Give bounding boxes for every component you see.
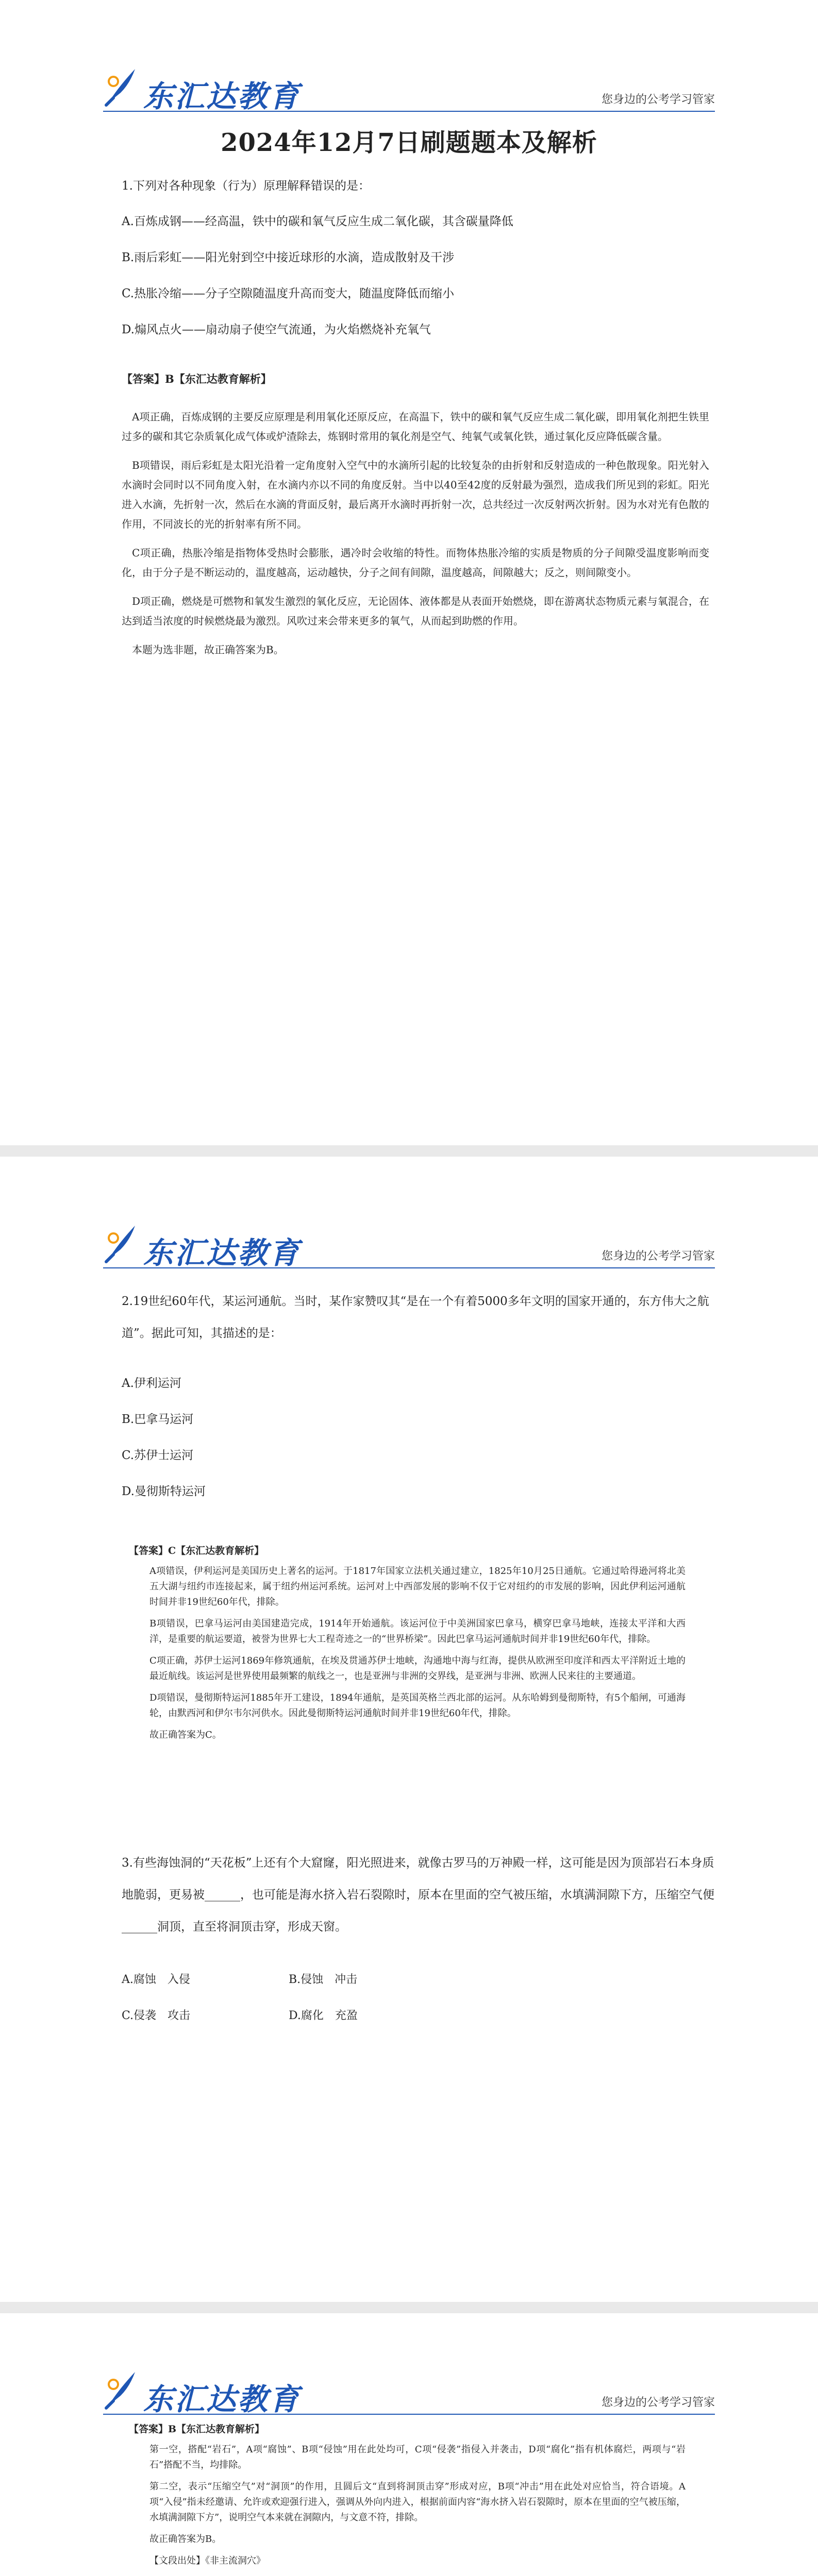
option-b: B.侵蚀 冲击: [289, 1973, 358, 1986]
logo-quill-icon: [103, 66, 139, 107]
question-stem: 2.19世纪60年代，某运河通航。当时，某作家赞叹其“是在一个有着5000多年文明的国家开通的，东方伟大之航道”。据此可知，其描述的是：: [122, 1295, 709, 1340]
logo: [103, 1223, 309, 1270]
option-a: A.伊利运河: [122, 1377, 181, 1390]
page-header: [103, 2365, 715, 2415]
explanation-para: C项正确，苏伊士运河1869年修筑通航，在埃及贯通苏伊士地峡，沟通地中海与红海，提供从欧洲至印度洋和西太平洋附近土地的最近航线。该运河是世界使用最频繁的航线之一，也是亚洲与非洲的交界线，是亚洲与非洲、欧洲人民来往的主要通道。: [149, 1655, 686, 1682]
logo-text: 东汇达教育: [143, 79, 301, 114]
explanation-para: 故正确答案为B。: [149, 2534, 222, 2545]
option-b: B.巴拿马运河: [122, 1413, 194, 1426]
logo-quill-icon: [103, 1223, 139, 1264]
option-c: C.苏伊士运河: [122, 1449, 194, 1462]
header-tagline: 您身边的公考学习管家: [601, 1250, 715, 1263]
explanation-para: 故正确答案为C。: [149, 1730, 222, 1740]
logo-text: 东汇达教育: [143, 1235, 301, 1270]
option-d: D.曼彻斯特运河: [122, 1485, 206, 1498]
option-d: D.腐化 充盈: [289, 2009, 358, 2022]
logo: [103, 2369, 309, 2417]
logo-text: 东汇达教育: [143, 2382, 301, 2417]
question-stem: 1.下列对各种现象（行为）原理解释错误的是：: [122, 179, 370, 193]
explanation-para: 本题为选非题，故正确答案为B。: [132, 643, 284, 656]
option-c: C.热胀冷缩——分子空隙随温度升高而变大，随温度降低而缩小: [122, 287, 455, 300]
logo-quill-icon: [103, 2369, 139, 2410]
explanation-para: B项错误，巴拿马运河由美国建造完成，1914年开始通航。该运河位于中美洲国家巴拿马，横穿巴拿马地峡，连接太平洋和大西洋，是重要的航运要道，被誉为世界七大工程奇迹之一的“世界桥梁”。因此巴拿马运河通航时间并非19世纪60年代，排除。: [149, 1618, 686, 1645]
question-stem: 3.有些海蚀洞的“天花板”上还有个大窟窿，阳光照进来，就像古罗马的万神殿一样，这可能是因为顶部岩石本身质地脆弱，更易被______，也可能是海水挤入岩石裂隙时，原本在里面的空气被压缩，水填满洞隙下方，压缩空气便______洞顶，直至将洞顶击穿，形成天窗。: [122, 1856, 714, 1934]
header-tagline: 您身边的公考学习管家: [601, 2396, 715, 2409]
explanation: [122, 407, 709, 669]
page-header: [103, 1218, 715, 1268]
explanation: [149, 2442, 686, 2575]
header-tagline: 您身边的公考学习管家: [601, 93, 715, 106]
explanation: [149, 1564, 686, 1749]
page-1: [0, 0, 818, 1145]
logo: [103, 66, 309, 114]
page-title: 2024年12月7日刷题题本及解析: [221, 128, 597, 157]
option-a: A.腐蚀 入侵: [122, 1973, 190, 1986]
explanation-para: D项正确，燃烧是可燃物和氧发生激烈的氧化反应，无论固体、液体都是从表面开始燃烧，即在游离状态物质元素与氧混合，在达到适当浓度的时候燃烧最为激烈。风吹过来会带来更多的氧气，从而起到助燃的作用。: [122, 595, 709, 627]
explanation-para: A项错误，伊利运河是美国历史上著名的运河。于1817年国家立法机关通过建立，1825年10月25日通航。它通过哈得逊河将北美五大湖与纽约市连接起来，属于纽约州运河系统。运河对上中西部发展的影响不仅于它对纽约的市发展的影响，因此伊利运河通航时间并非19世纪60年代，排除。: [149, 1566, 686, 1607]
option-d: D.煽风点火——扇动扇子使空气流通，为火焰燃烧补充氧气: [122, 323, 431, 336]
page-header: [103, 62, 715, 112]
answer-label: 【答案】B【东汇达教育解析】: [129, 2424, 265, 2435]
page-2: [0, 1157, 818, 2302]
answer-label: 【答案】C【东汇达教育解析】: [129, 1545, 264, 1556]
answer-label: 【答案】B【东汇达教育解析】: [122, 372, 272, 385]
explanation-para: 第一空，搭配“岩石”，A项“腐蚀”、B项“侵蚀”用在此处均可，C项“侵袭”指侵入并袭击，D项“腐化”指有机体腐烂，两项与“岩石”搭配不当，均排除。: [149, 2444, 686, 2470]
page-3: [0, 2313, 818, 2576]
option-c: C.侵袭 攻击: [122, 2009, 191, 2022]
explanation-para: 【文段出处】《非主流洞穴》: [149, 2555, 265, 2566]
explanation-para: B项错误，雨后彩虹是太阳光沿着一定角度射入空气中的水滴所引起的比较复杂的由折射和反射造成的一种色散现象。阳光射入水滴时会同时以不同角度入射，在水滴内亦以不同的角度反射。当中以40至42度的反射最为强烈，造成我们所见到的彩虹。阳光进入水滴，先折射一次，然后在水滴的背面反射，最后离开水滴时再折射一次，总共经过一次反射两次折射。因为水对光有色散的作用，不同波长的光的折射率有所不同。: [122, 459, 709, 530]
explanation-para: A项正确，百炼成钢的主要反应原理是利用氧化还原反应，在高温下，铁中的碳和氧气反应生成二氧化碳，即用氧化剂把生铁里过多的碳和其它杂质氧化成气体或炉渣除去，炼钢时常用的氧化剂是空气、纯氧气或氧化铁，通过氧化反应降低碳含量。: [122, 411, 709, 443]
option-a: A.百炼成钢——经高温，铁中的碳和氧气反应生成二氧化碳，其含碳量降低: [122, 215, 513, 228]
option-b: B.雨后彩虹——阳光射到空中接近球形的水滴，造成散射及干涉: [122, 251, 455, 264]
explanation-para: 第二空，表示“压缩空气”对“洞顶”的作用，且圆后文“直到将洞顶击穿”形成对应，B项“冲击”用在此处对应恰当，符合语境。A项“入侵”指未经邀请、允许或欢迎强行进入，强调从外向内进入，根据前面内容“海水挤入岩石裂隙时，原本在里面的空气被压缩，水填满洞隙下方”，说明空气本来就在洞隙内，与文意不符，排除。: [149, 2481, 686, 2523]
explanation-para: D项错误，曼彻斯特运河1885年开工建设，1894年通航，是英国英格兰西北部的运河。从东哈姆到曼彻斯特，有5个船闸，可通海轮，由默西河和伊尔韦尔河供水。因此曼彻斯特运河通航时间并非19世纪60年代，排除。: [149, 1692, 686, 1719]
explanation-para: C项正确，热胀冷缩是指物体受热时会膨胀，遇冷时会收缩的特性。而物体热胀冷缩的实质是物质的分子间隙受温度影响而变化，由于分子是不断运动的，温度越高，运动越快，分子之间有间隙，温度越高，间隙越大；反之，则间隙变小。: [122, 547, 709, 579]
